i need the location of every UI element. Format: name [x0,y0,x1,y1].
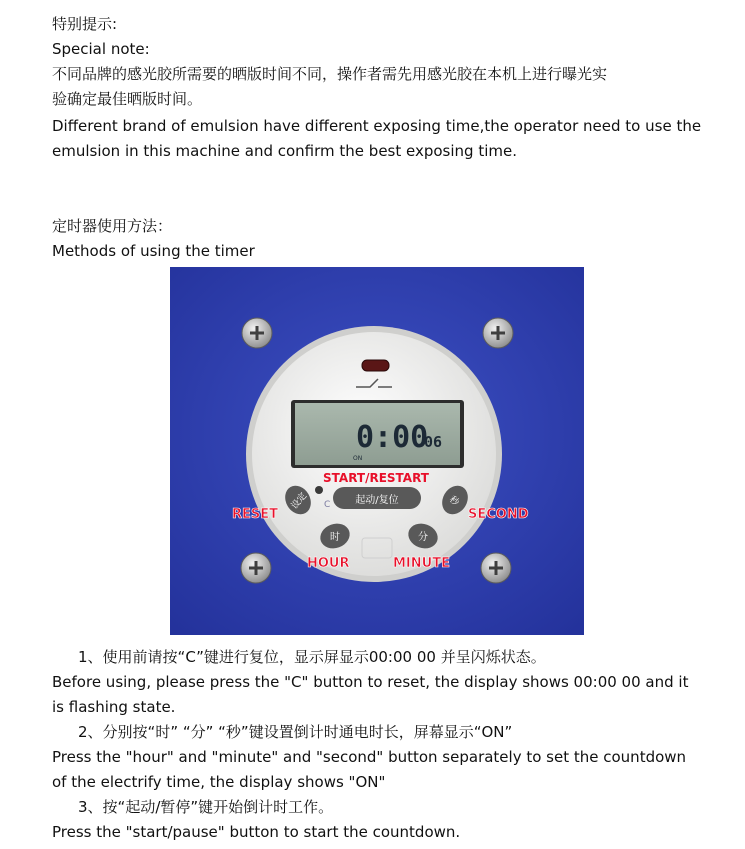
c-reset-pinhole[interactable] [315,486,323,494]
step-2-en-line-1: Press the "hour" and "minute" and "second" button separately to set the countdown [52,748,687,766]
label-second: SECOND [468,507,529,522]
screw-bottom-right [481,553,511,583]
start-restart-button[interactable] [333,487,421,509]
methods-heading-en: Methods of using the timer [52,242,255,260]
notice-heading-cn: 特别提示: [52,15,118,33]
hour-key-text: 时 [330,532,340,543]
label-minute: MINUTE [393,556,450,571]
start-restart-key-text: 起动/复位 [355,495,399,506]
step-3-en: Press the "start/pause" button to start the countdown. [52,823,461,841]
minute-key-text: 分 [418,532,428,543]
reset-key-text: 设定 [289,491,310,512]
timer-illustration [170,267,584,635]
screw-bottom-left [241,553,271,583]
label-start-restart: START/RESTART [323,471,429,485]
screw-top-right [483,318,513,348]
label-reset: RESET [232,507,279,522]
step-1-en-line-1: Before using, please press the "C" button to reset, the display shows 00:00 00 and it [52,673,689,691]
notice-body-cn-1: 不同品牌的感光胶所需要的晒版时间不同，操作者需先用感光胶在本机上进行曝光实 [52,65,608,83]
second-key-text: 秒 [447,494,461,509]
c-key-label: C [324,500,331,510]
lcd-seconds-digits: 06 [424,433,443,451]
label-hour: HOUR [307,556,350,571]
notice-body-en-1: Different brand of emulsion have different exposing time,the operator need to use the [52,117,702,135]
lcd-main-digits: 0:00 [356,420,429,455]
notice-body-cn-2: 验确定最佳晒版时间。 [52,90,203,108]
lcd-on-indicator: ON [353,455,363,462]
notice-heading-en: Special note: [52,40,150,58]
notice-body-en-2: emulsion in this machine and confirm the best exposing time. [52,142,517,160]
screw-top-left [242,318,272,348]
indicator-led [362,360,389,371]
timer-photo [170,267,584,635]
step-1-cn: 1、使用前请按“C”键进行复位，显示屏显示00:00 00 并呈闪烁状态。 [78,648,546,666]
step-1-en-line-2: is flashing state. [52,698,176,716]
step-2-en-line-2: of the electrify time, the display shows "ON" [52,773,386,791]
step-3-cn: 3、按“起动/暂停”键开始倒计时工作。 [78,798,334,816]
methods-heading-cn: 定时器使用方法： [52,217,173,235]
step-2-cn: 2、分别按“时” “分” “秒”键设置倒计时通电时长，屏幕显示“ON” [78,723,513,741]
